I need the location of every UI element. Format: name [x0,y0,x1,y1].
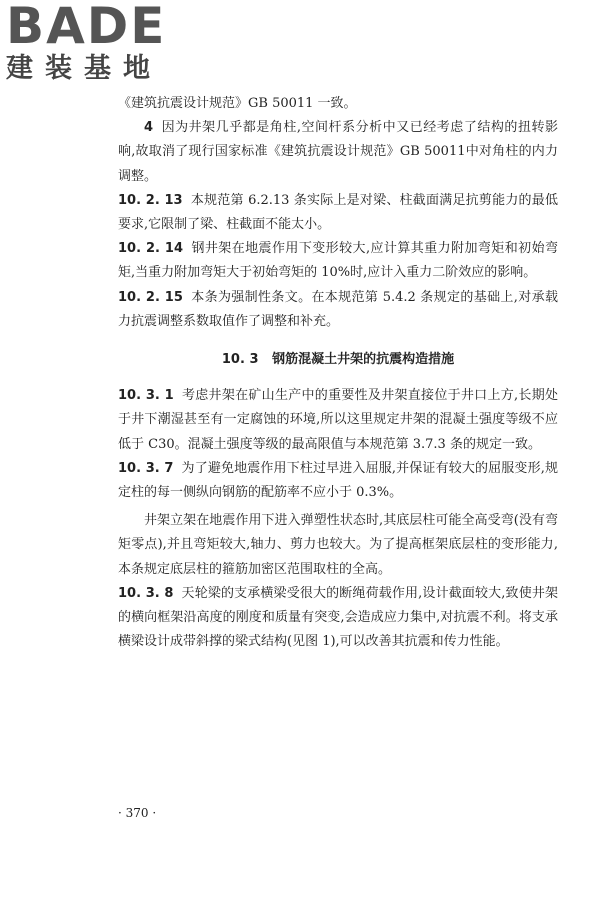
logo-subtext: 建装基地 [6,53,162,84]
clause-number: 10. 2. 14 [118,241,184,257]
clause-number: 10. 2. 15 [118,289,183,305]
clause-number: 10. 3. 8 [118,585,174,601]
section-heading [118,348,558,372]
paragraph [118,286,558,334]
paragraph [118,509,558,582]
paragraph-text: 为了避免地震作用下柱过早进入屈服,并保证有较大的屈服变形,规定柱的每一侧纵向钢筋的配筋率不应小于 0.3%。 [118,460,558,501]
paragraph-text: 井架立架在地震作用下进入弹塑性状态时,其底层柱可能全高受弯(没有弯矩零点),并且弯矩较大,轴力、剪力也较大。为了提高框架底层柱的变形能力,本条规定底层柱的箍筋加密区范围取柱的全高。 [118,513,558,577]
paragraph-text: 《建筑抗震设计规范》GB 50011 一致。 [118,96,357,111]
paragraph [118,384,558,457]
clause-number: 10. 2. 13 [118,192,183,208]
paragraph-text: 因为井架几乎都是角柱,空间杆系分析中又已经考虑了结构的扭转影响,故取消了现行国家标准《建筑抗震设计规范》GB 50011中对角柱的内力调整。 [118,120,558,184]
logo [6,0,176,92]
logo-text: BADE [6,0,167,55]
section-title: 钢筋混凝土井架的抗震构造措施 [272,352,455,368]
paragraph-text: 考虑井架在矿山生产中的重要性及井架直接位于井口上方,长期处于井下潮湿甚至有一定腐蚀的环境,所以这里规定井架的混凝土强度等级不应低于 C30。混凝土强度等级的最高限值与本规范第 3.7.3 条的规定一致。 [118,388,558,452]
paragraph [118,116,558,189]
paragraph-text: 钢井架在地震作用下变形较大,应计算其重力附加弯矩和初始弯矩,当重力附加弯矩大于初始弯矩的 10%时,应计入重力二阶效应的影响。 [118,241,559,281]
section-number: 10. 3 [221,352,259,368]
page-content [118,92,558,654]
paragraph-text: 本条为强制性条文。在本规范第 5.4.2 条规定的基础上,对承载力抗震调整系数取值作了调整和补充。 [118,289,558,329]
paragraph [118,457,558,505]
page-number: · 370 · [118,806,157,820]
paragraph [118,92,558,116]
paragraph-text: 本规范第 6.2.13 条实际上是对梁、柱截面满足抗剪能力的最低要求,它限制了梁、柱截面不能太小。 [118,192,558,233]
clause-number: 4 [144,120,154,136]
paragraph [118,237,558,285]
clause-number: 10. 3. 7 [118,460,174,476]
paragraph [118,582,558,655]
paragraph-text: 天轮梁的支承横梁受很大的断绳荷载作用,设计截面较大,致使井架的横向框架沿高度的刚度和质量有突变,会造成应力集中,对抗震不利。将支承横梁设计成带斜撑的梁式结构(见图 1),可以改善其抗震和传力性能。 [118,585,558,650]
clause-number: 10. 3. 1 [118,388,174,404]
paragraph [118,189,558,237]
